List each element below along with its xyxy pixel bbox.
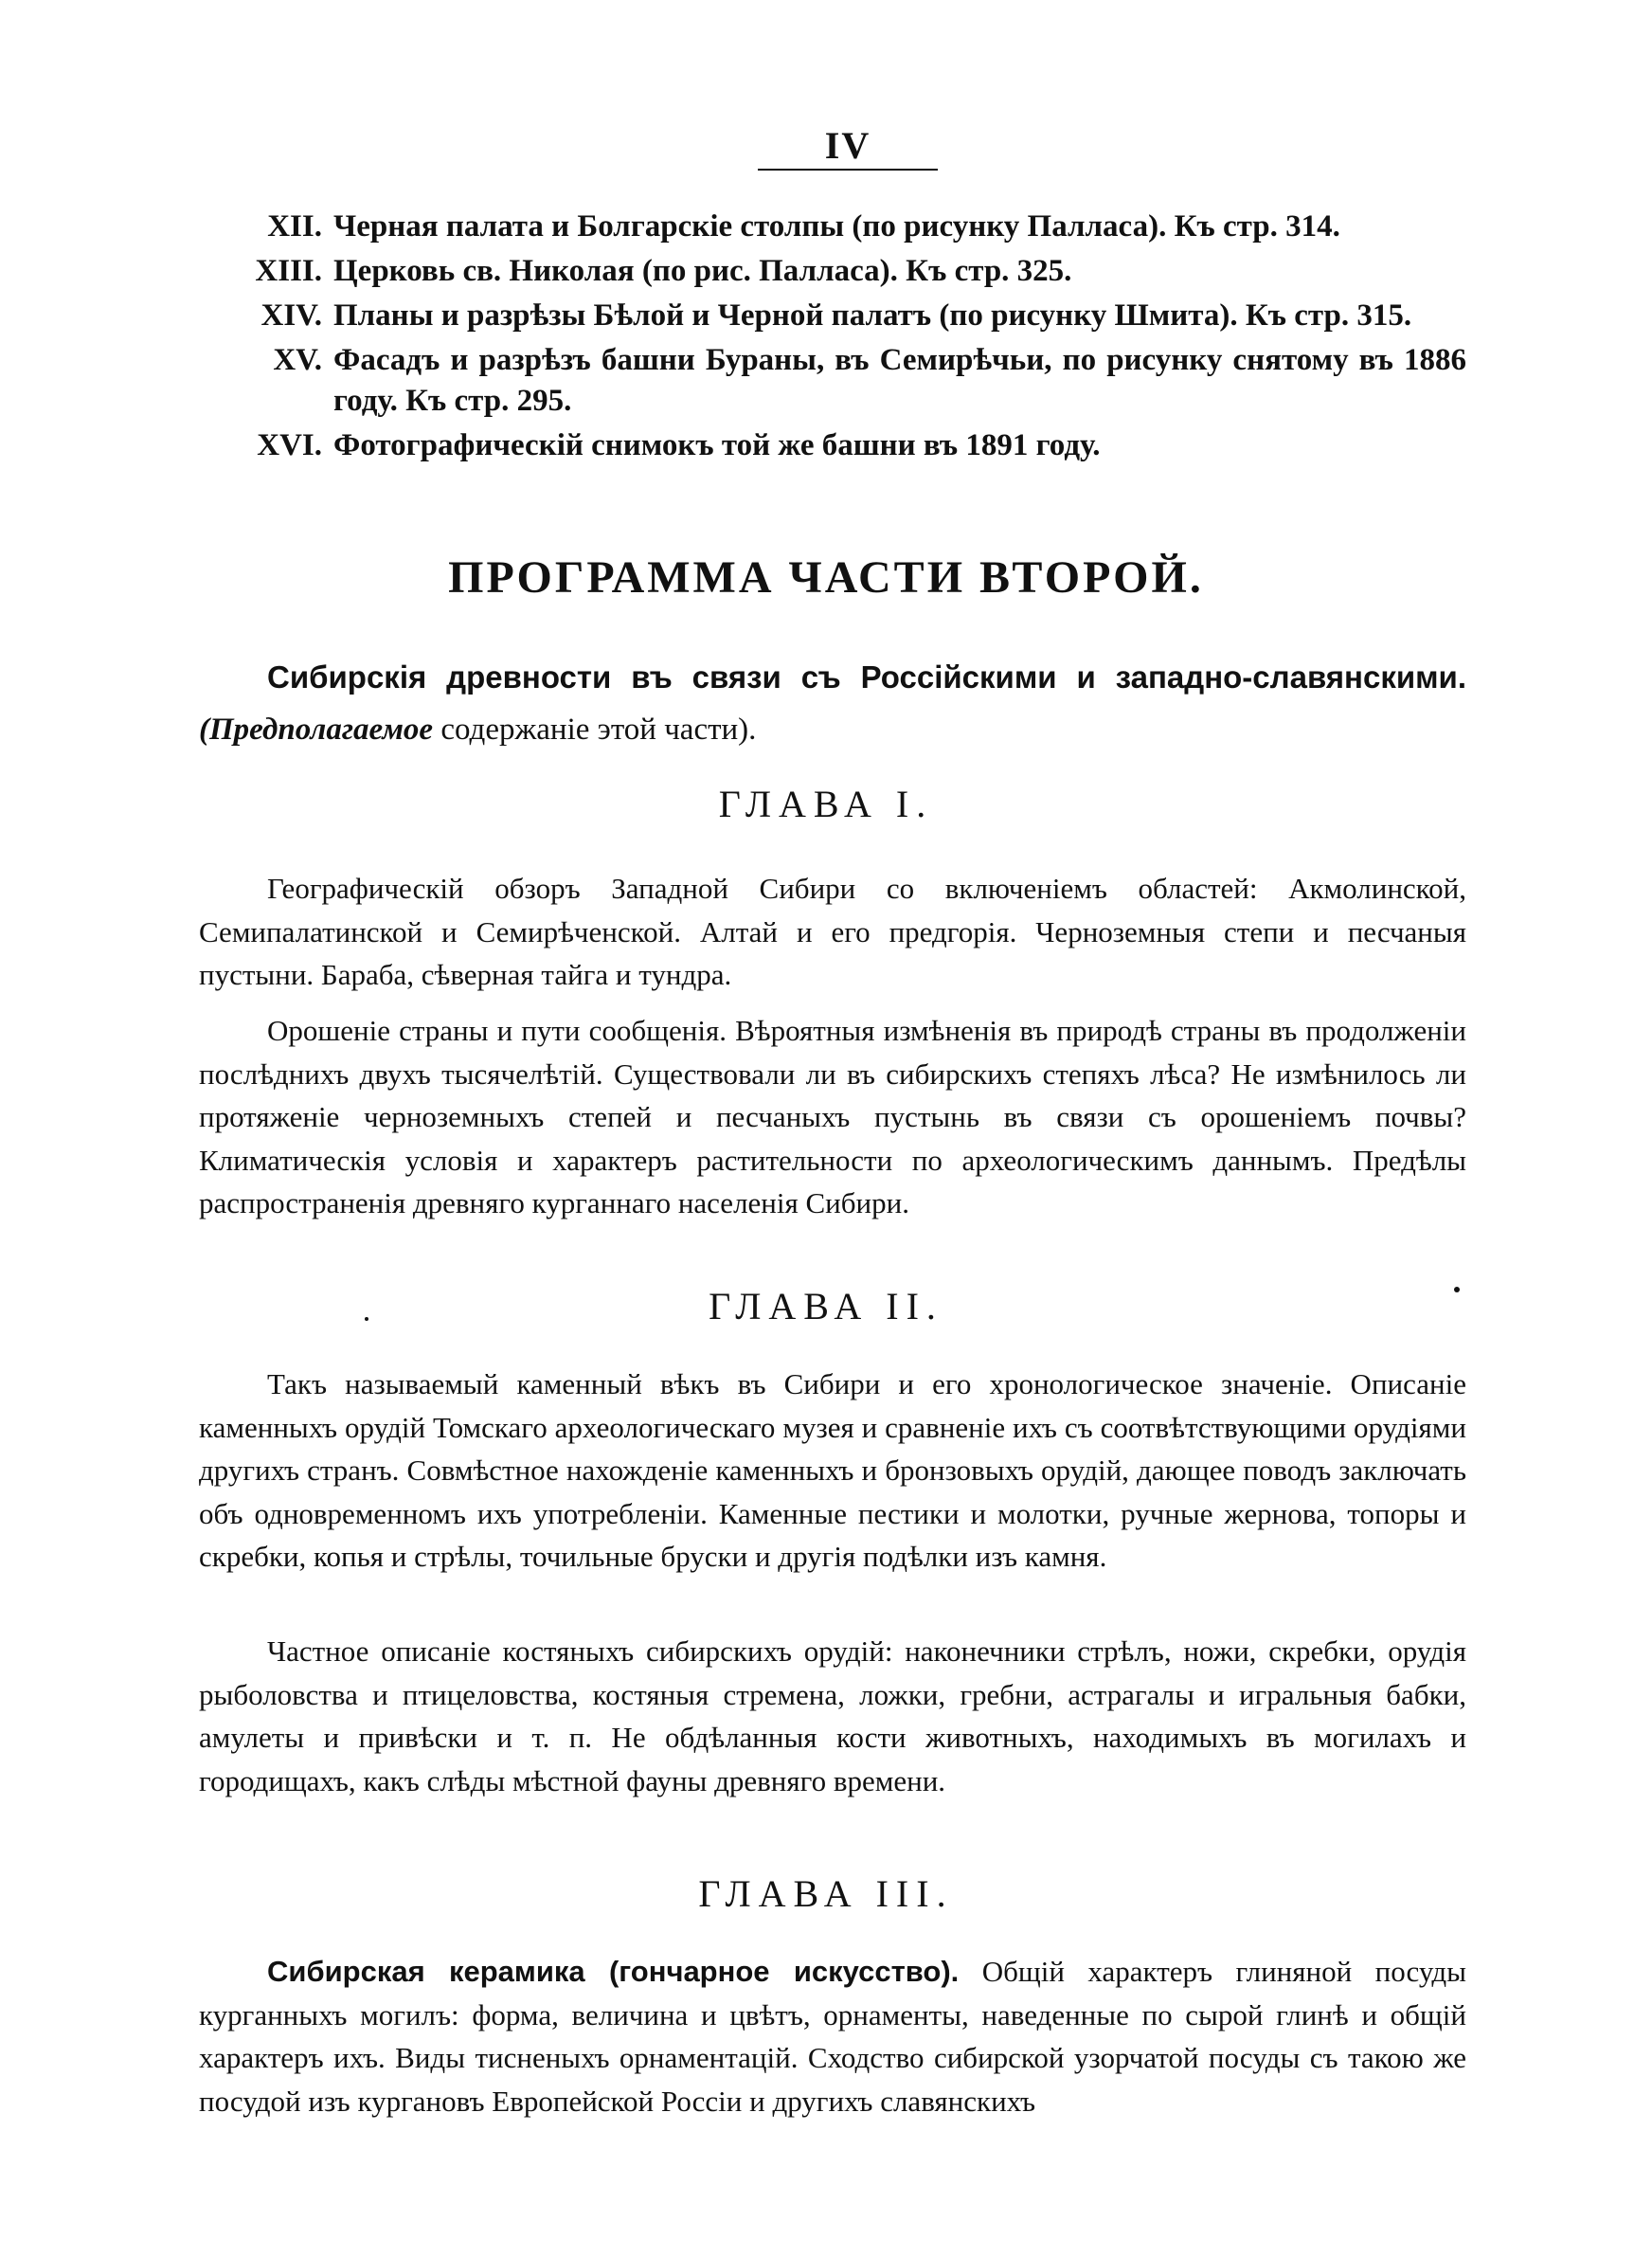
plates-list — [244, 207, 1466, 470]
paragraph-text: Орошеніе страны и пути сообщенія. Вѣроятныя измѣненія въ природѣ страны въ продолженіи послѣднихъ двухъ тысячелѣтій. Существовали ли въ сибирскихъ степяхъ лѣса? Не измѣнилось ли протяженіе черноземныхъ степей и песчаныхъ пустынь въ связи съ орошеніемъ почвы? Климатическія условія и характеръ растительности по археологическимъ даннымъ. Предѣлы распространенія древняго курганнаго населенія Сибири. — [199, 1014, 1466, 1219]
chapter-heading: ГЛАВА III. — [698, 1872, 954, 1915]
plate-number: XV. — [273, 343, 322, 377]
paragraph — [199, 867, 1466, 997]
paragraph — [199, 1363, 1466, 1579]
plate-item — [244, 207, 1466, 247]
chapter-heading: ГЛАВА I. — [718, 783, 934, 825]
paragraph — [199, 1950, 1466, 2122]
program-title: ПРОГРАММА ЧАСТИ ВТОРОЙ. — [448, 552, 1204, 603]
subtitle-italic: (Предполагаемое — [199, 713, 434, 747]
plate-caption: Фотографическій снимокъ той же башни въ 1891 году. — [333, 428, 1101, 462]
plate-number: XIV. — [260, 298, 322, 333]
print-speck — [1454, 1287, 1460, 1292]
plate-item — [244, 296, 1466, 336]
print-speck — [365, 1317, 368, 1321]
paragraph-text: Общій характеръ глиняной посуды курганныхъ могилъ: форма, величина и цвѣтъ, орнаменты, наведенные по сырой глинѣ и общій характеръ ихъ. Виды тисненыхъ орнаментацій. Сходство сибирской узорчатой посуды съ такою же посудой изъ кургановъ Европейской Россіи и другихъ славянскихъ — [199, 1955, 1467, 2118]
program-subtitle — [199, 652, 1466, 755]
plate-number: XIII. — [255, 254, 322, 288]
page-number: IV — [824, 124, 871, 167]
paragraph — [199, 1009, 1466, 1225]
chapter-heading: ГЛАВА II. — [709, 1285, 943, 1327]
plate-number: XII. — [267, 209, 322, 244]
plate-item — [244, 425, 1466, 466]
page-number-rule — [758, 169, 938, 171]
plate-caption: Фасадъ и разрѣзъ башни Бураны, въ Семирѣчьи, по рисунку снятому въ 1886 году. Къ стр. 295. — [333, 343, 1466, 418]
paragraph — [199, 1630, 1466, 1802]
plate-number: XVI. — [257, 428, 322, 462]
subtitle-rest: содержаніе этой части). — [440, 713, 757, 747]
paragraph-lead: Сибирская керамика (гончарное искусство). — [267, 1955, 960, 1988]
paragraph-text: Географическій обзоръ Западной Сибири со включеніемъ областей: Акмолинской, Семипалатинской и Семирѣченской. Алтай и его предгорія. Черноземныя степи и песчаныя пустыни. Бараба, сѣверная тайга и тундра. — [199, 872, 1466, 991]
plate-caption: Церковь св. Николая (по рис. Палласа). Къ стр. 325. — [333, 254, 1072, 288]
plate-item — [244, 340, 1466, 422]
plate-caption: Черная палата и Болгарскіе столпы (по рисунку Палласа). Къ стр. 314. — [333, 209, 1340, 244]
plate-caption: Планы и разрѣзы Бѣлой и Черной палатъ (по рисунку Шмита). Къ стр. 315. — [333, 298, 1412, 333]
subtitle-bold: Сибирскія древности въ связи съ Россійскими и западно-славянскими. — [267, 659, 1466, 695]
paragraph-text: Частное описаніе костяныхъ сибирскихъ орудій: наконечники стрѣлъ, ножи, скребки, орудія рыболовства и птицеловства, костяныя стремена, ложки, гребни, астрагалы и игральныя бабки, амулеты и привѣски и т. п. Не обдѣланныя кости животныхъ, находимыхъ въ могилахъ и городищахъ, какъ слѣды мѣстной фауны древняго времени. — [199, 1634, 1466, 1797]
paragraph-text: Такъ называемый каменный вѣкъ въ Сибири и его хронологическое значеніе. Описаніе каменныхъ орудій Томскаго археологическаго музея и сравненіе ихъ съ соотвѣтствующими орудіями другихъ странъ. Совмѣстное нахожденіе каменныхъ и бронзовыхъ орудій, дающее поводъ заключать объ одновременномъ ихъ употребленіи. Каменные пестики и молотки, ручные жернова, топоры и скребки, копья и стрѣлы, точильные бруски и другія подѣлки изъ камня. — [199, 1367, 1466, 1573]
plate-item — [244, 251, 1466, 292]
